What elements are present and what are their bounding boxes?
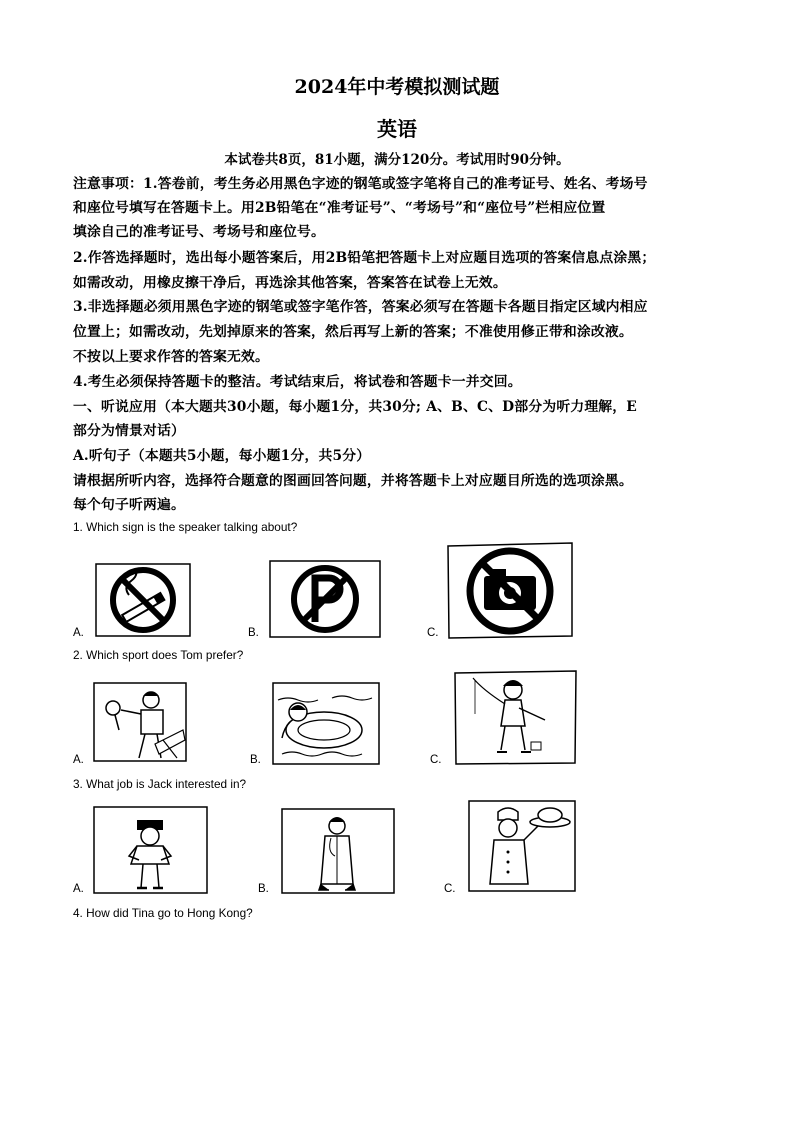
- doctor-icon: [281, 808, 395, 894]
- note-line: 如需改动，用橡皮擦干净后，再选涂其他答案，答案答在试卷上无效。: [73, 275, 507, 291]
- police-officer-icon: [93, 806, 208, 894]
- note-line: 填涂自己的准考证号、考场号和座位号。: [73, 224, 325, 240]
- table-tennis-icon: [93, 682, 187, 762]
- option-label: B.: [248, 627, 259, 639]
- fishing-icon: [453, 670, 578, 765]
- option-label: A.: [73, 627, 84, 639]
- note-line: 位置上；如需改动，先划掉原来的答案，然后再写上新的答案；不准使用修正带和涂改液。: [73, 324, 633, 340]
- option-label: C.: [444, 883, 456, 895]
- question-3-text: 3. What job is Jack interested in?: [73, 777, 247, 791]
- no-photography-sign-icon: [446, 542, 574, 639]
- exam-info: 本试卷共8页，81小题，满分120分。考试用时90分钟。: [224, 152, 570, 168]
- note-line: 和座位号填写在答题卡上。用2B铅笔在“准考证号”、“考场号”和“座位号”栏相应位置: [73, 200, 606, 216]
- note-line: 2.作答选择题时，选出每小题答案后，用2B铅笔把答题卡上对应题目选项的答案信息点涂黑；: [73, 250, 656, 266]
- option-label: A.: [73, 883, 84, 895]
- instruction-line: 每个句子听两遍。: [73, 497, 185, 513]
- section-title-cont: 部分为情景对话）: [73, 423, 185, 439]
- no-parking-sign-icon: [269, 560, 381, 638]
- instruction-line: 请根据所听内容，选择符合题意的图画回答问题，并将答题卡上对应题目所选的选项涂黑。: [73, 473, 633, 489]
- option-label: C.: [427, 627, 439, 639]
- option-label: C.: [430, 754, 442, 766]
- note-line: 4.考生必须保持答题卡的整洁。考试结束后，将试卷和答题卡一并交回。: [73, 374, 522, 390]
- note-line: 不按以上要求作答的答案无效。: [73, 349, 269, 365]
- swimming-icon: [272, 682, 380, 765]
- question-1-text: 1. Which sign is the speaker talking about?: [73, 520, 298, 534]
- no-smoking-sign-icon: [95, 563, 191, 637]
- option-label: A.: [73, 754, 84, 766]
- exam-title: 2024年中考模拟测试题: [294, 76, 500, 98]
- section-title: 一、听说应用（本大题共30小题，每小题1分，共30分; A、B、C、D部分为听力理解，E: [73, 399, 638, 415]
- option-label: B.: [258, 883, 269, 895]
- note-line: 注意事项：1.答卷前，考生务必用黑色字迹的钢笔或签字笔将自己的准考证号、姓名、考场号: [73, 176, 648, 192]
- question-2-text: 2. Which sport does Tom prefer?: [73, 648, 244, 662]
- part-a-title: A.听句子（本题共5小题，每小题1分，共5分）: [73, 448, 371, 464]
- note-line: 3.非选择题必须用黑色字迹的钢笔或签字笔作答，答案必须写在答题卡各题目指定区域内相应: [73, 299, 648, 315]
- chef-icon: [468, 800, 576, 892]
- subject-title: 英语: [377, 117, 417, 141]
- question-4-text: 4. How did Tina go to Hong Kong?: [73, 906, 253, 920]
- option-label: B.: [250, 754, 261, 766]
